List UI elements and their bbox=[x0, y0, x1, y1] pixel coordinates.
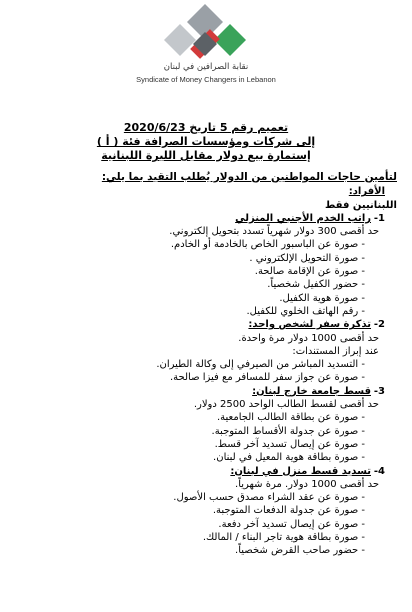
circular-title: تعميم رقم 5 تاريخ 2020/6/23 bbox=[123, 121, 289, 134]
intro-text: لتأمين حاجات المواطنين من الدولار يُطلب التقيد بما يلي: bbox=[101, 171, 397, 183]
lebanese-only-label: اللبنانيين فقط bbox=[324, 199, 397, 211]
list-item: - صورة هوية الكفيل. bbox=[279, 292, 365, 304]
list-item: - صورة بطاقة هوية تاجر البناء / المالك. bbox=[202, 532, 365, 544]
section-2-limit: حد أقصى 1000 دولار مرة واحدة. bbox=[238, 332, 379, 344]
document-body bbox=[0, 171, 401, 558]
section-4-limit: حد أقصى 1000 دولار. مرة شهرياً. bbox=[235, 478, 379, 490]
list-item: - صورة عن جدولة الأقساط المتوجبة. bbox=[211, 425, 365, 437]
circular-recipients: إلى شركات ومؤسسات الصرافة فئة ( أ ) bbox=[96, 135, 316, 148]
logo-text-english: Syndicate of Money Changers in Lebanon bbox=[136, 75, 276, 84]
list-item: - صورة عن بطاقة الطالب الجامعية. bbox=[217, 412, 365, 424]
list-item: - صورة عن عقد الشراء مصدق حسب الأصول. bbox=[173, 492, 365, 504]
list-item: - صورة عن جواز سفر للمسافر مع فيزا صالحة. bbox=[169, 372, 365, 384]
list-item: - صورة عن الباسبور الخاص بالخادمة أو الخادم. bbox=[170, 239, 365, 251]
section-4-title: 4-تسديد قسط منزل في لبنان: bbox=[230, 465, 385, 477]
section-1-title: 1-راتب الخدم الأجنبي المنزلي bbox=[235, 212, 385, 224]
list-item: - رقم الهاتف الخلوي للكفيل. bbox=[246, 305, 365, 317]
list-item: - التسديد المباشر من الصيرفي إلى وكالة الطيران. bbox=[156, 359, 365, 371]
list-item: - حضور صاحب القرض شخصياً. bbox=[235, 545, 365, 557]
circular-subject: إستمارة بيع دولار مقابل الليرة اللبنانية bbox=[101, 149, 311, 162]
syndicate-logo bbox=[150, 2, 260, 64]
circular-header bbox=[0, 121, 412, 163]
individuals-heading: الأفراد: bbox=[348, 186, 385, 198]
section-2-title: 2-تذكرة سفر لشخص واحد: bbox=[248, 319, 385, 331]
logo-text-arabic: نقابة الصرافين في لبنان bbox=[163, 62, 249, 72]
section-2-pre: عند إبراز المستندات: bbox=[292, 345, 379, 357]
list-item: - صورة عن إيصال تسديد آخر قسط. bbox=[214, 438, 365, 450]
list-item: - صورة عن الإقامة صالحة. bbox=[254, 266, 365, 278]
list-item: - صورة بطاقة هوية المعيل في لبنان. bbox=[213, 452, 365, 464]
list-item: - صورة التحويل الإلكتروني . bbox=[249, 252, 365, 264]
list-item: - صورة عن إيصال تسديد آخر دفعة. bbox=[218, 518, 365, 530]
section-3-title: 3-قسط جامعة خارج لبنان: bbox=[252, 385, 385, 397]
section-1-limit: حد أقصى 300 دولار شهرياً تسدد بتحويل إلكتروني. bbox=[169, 226, 379, 238]
list-item: - صورة عن جدولة الدفعات المتوجبة. bbox=[212, 505, 365, 517]
section-3-limit: حد أقصى لقسط الطالب الواحد 2500 دولار. bbox=[193, 399, 379, 411]
list-item: - حضور الكفيل شخصياً. bbox=[267, 279, 365, 291]
